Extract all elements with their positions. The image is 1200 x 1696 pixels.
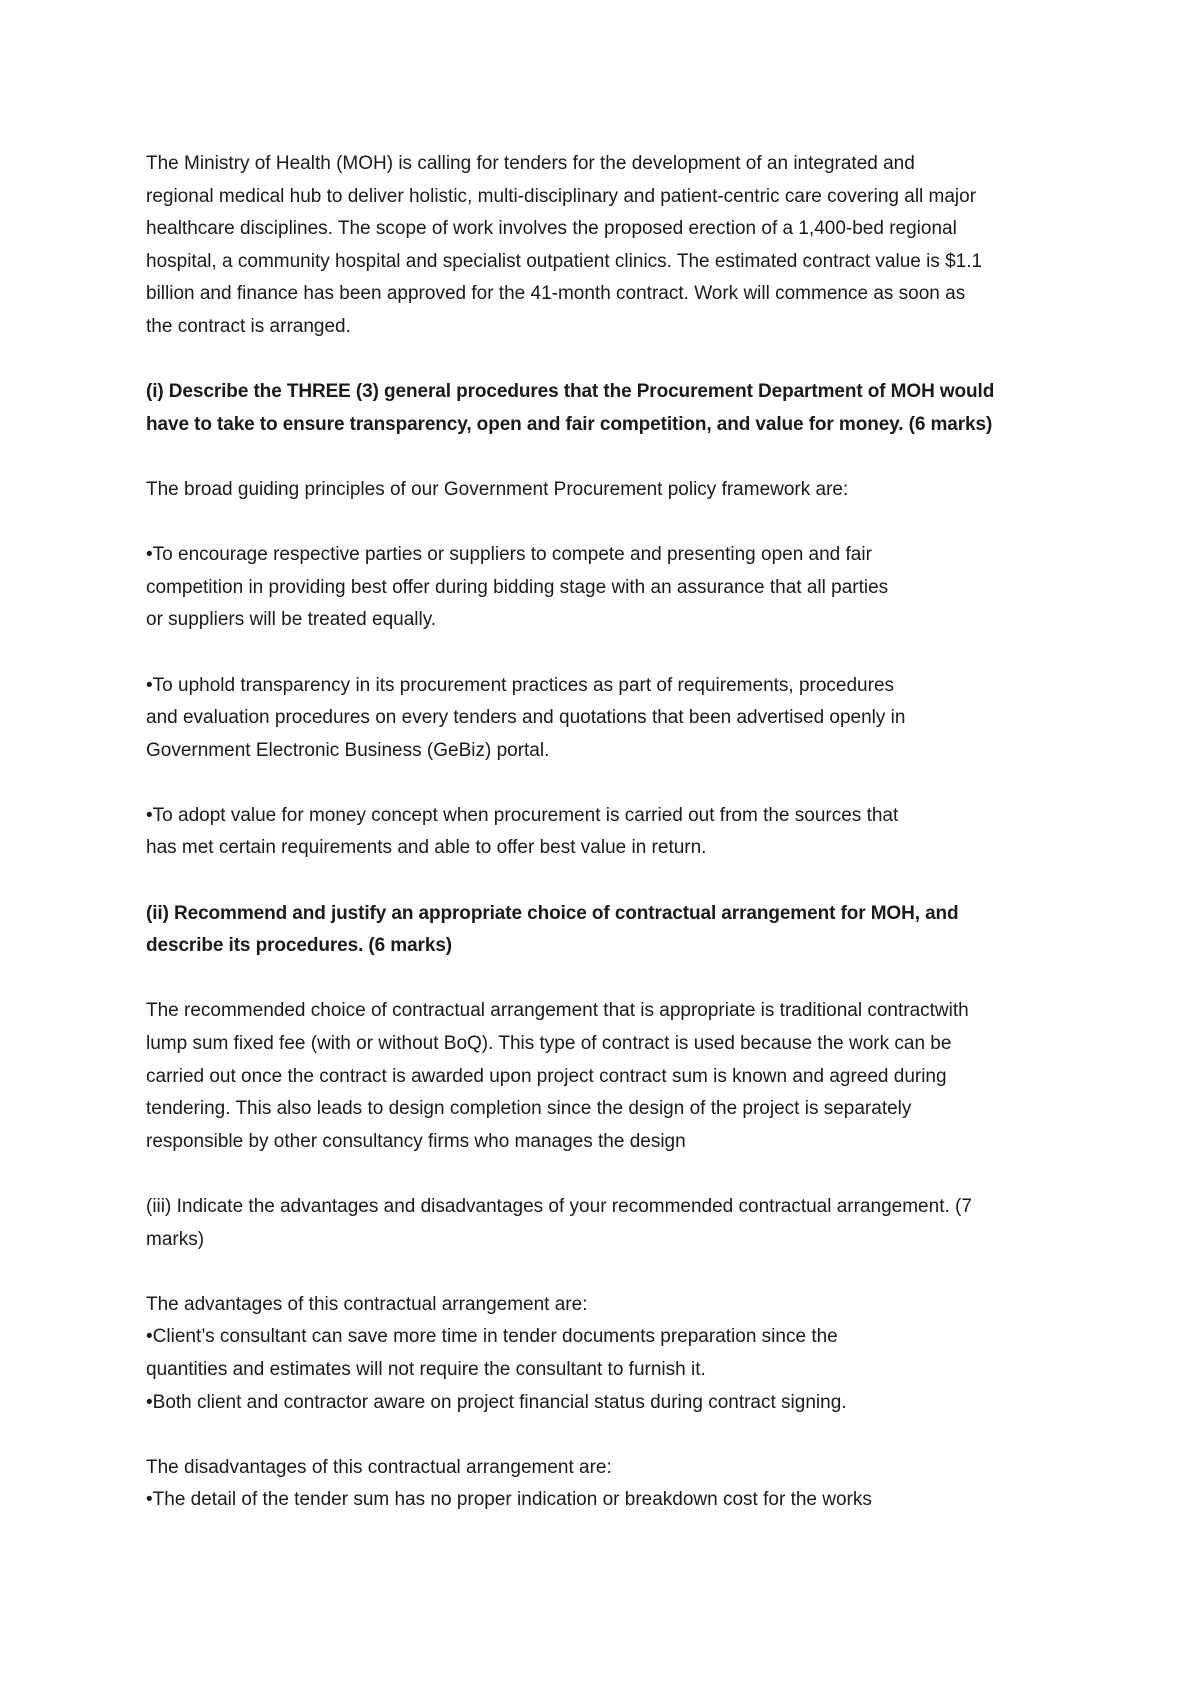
principle-bullet — [146, 539, 1066, 637]
advantages-section — [146, 1289, 1066, 1419]
disadvantage-line: •The detail of the tender sum has no proper indication or breakdown cost for the works — [146, 1489, 872, 1511]
question-2-heading — [146, 898, 1066, 963]
advantages-lead: The advantages of this contractual arrangement are: — [146, 1293, 588, 1315]
principle-bullet — [146, 670, 1066, 768]
bullet-line: has met certain requirements and able to offer best value in return. — [146, 837, 707, 859]
question-1-lead — [146, 474, 1066, 507]
intro-line: billion and finance has been approved for the 41-month contract. Work will commence as soon as — [146, 283, 966, 305]
question-2-answer — [146, 995, 1066, 1158]
bullet-line: competition in providing best offer during bidding stage with an assurance that all parties — [146, 576, 889, 598]
question-1-heading-line: have to take to ensure transparency, open and fair competition, and value for money. (6 marks) — [146, 413, 993, 435]
bullet-line: •To adopt value for money concept when procurement is carried out from the sources that — [146, 804, 899, 826]
advantage-line: •Both client and contractor aware on project financial status during contract signing. — [146, 1391, 847, 1413]
answer-line: responsible by other consultancy firms who manages the design — [146, 1130, 686, 1152]
bullet-line: •To encourage respective parties or suppliers to compete and presenting open and fair — [146, 544, 872, 566]
intro-line: The Ministry of Health (MOH) is calling for tenders for the development of an integrated and — [146, 153, 915, 174]
advantage-line: •Client’s consultant can save more time in tender documents preparation since the — [146, 1326, 838, 1348]
question-3-heading-line: (iii) Indicate the advantages and disadvantages of your recommended contractual arrangement. (7 — [146, 1196, 972, 1217]
intro-paragraph — [146, 148, 1066, 344]
bullet-line: Government Electronic Business (GeBiz) portal. — [146, 739, 550, 761]
intro-line: regional medical hub to deliver holistic, multi-disciplinary and patient-centric care covering all major — [146, 185, 977, 207]
answer-line: lump sum fixed fee (with or without BoQ). This type of contract is used because the work can be — [146, 1033, 952, 1055]
bullet-line: •To uphold transparency in its procurement practices as part of requirements, procedures — [146, 674, 895, 696]
question-1-heading — [146, 376, 1066, 441]
disadvantages-section — [146, 1452, 1066, 1517]
question-3-heading — [146, 1191, 1066, 1256]
question-1-heading-line: (i) Describe the THREE (3) general procedures that the Procurement Department of MOH would — [146, 381, 995, 403]
answer-line: The recommended choice of contractual arrangement that is appropriate is traditional contractwith — [146, 1000, 969, 1022]
bullet-line: or suppliers will be treated equally. — [146, 609, 437, 631]
question-1-lead-text: The broad guiding principles of our Government Procurement policy framework are: — [146, 478, 849, 500]
principle-bullet — [146, 800, 1066, 865]
question-2-heading-line: (ii) Recommend and justify an appropriate choice of contractual arrangement for MOH, and — [146, 902, 959, 924]
question-2-heading-line: describe its procedures. (6 marks) — [146, 935, 453, 957]
bullet-line: and evaluation procedures on every tenders and quotations that been advertised openly in — [146, 707, 906, 729]
question-3-heading-line: marks) — [146, 1228, 205, 1250]
advantage-line: quantities and estimates will not require the consultant to furnish it. — [146, 1358, 706, 1380]
disadvantages-lead: The disadvantages of this contractual arrangement are: — [146, 1456, 612, 1478]
answer-line: carried out once the contract is awarded upon project contract sum is known and agreed during — [146, 1065, 947, 1087]
answer-line: tendering. This also leads to design completion since the design of the project is separately — [146, 1098, 912, 1120]
intro-line: hospital, a community hospital and specialist outpatient clinics. The estimated contract value is $1.1 — [146, 250, 983, 272]
intro-line: the contract is arranged. — [146, 315, 351, 337]
intro-line: healthcare disciplines. The scope of work involves the proposed erection of a 1,400-bed regional — [146, 218, 957, 240]
document-body — [146, 148, 1066, 1517]
